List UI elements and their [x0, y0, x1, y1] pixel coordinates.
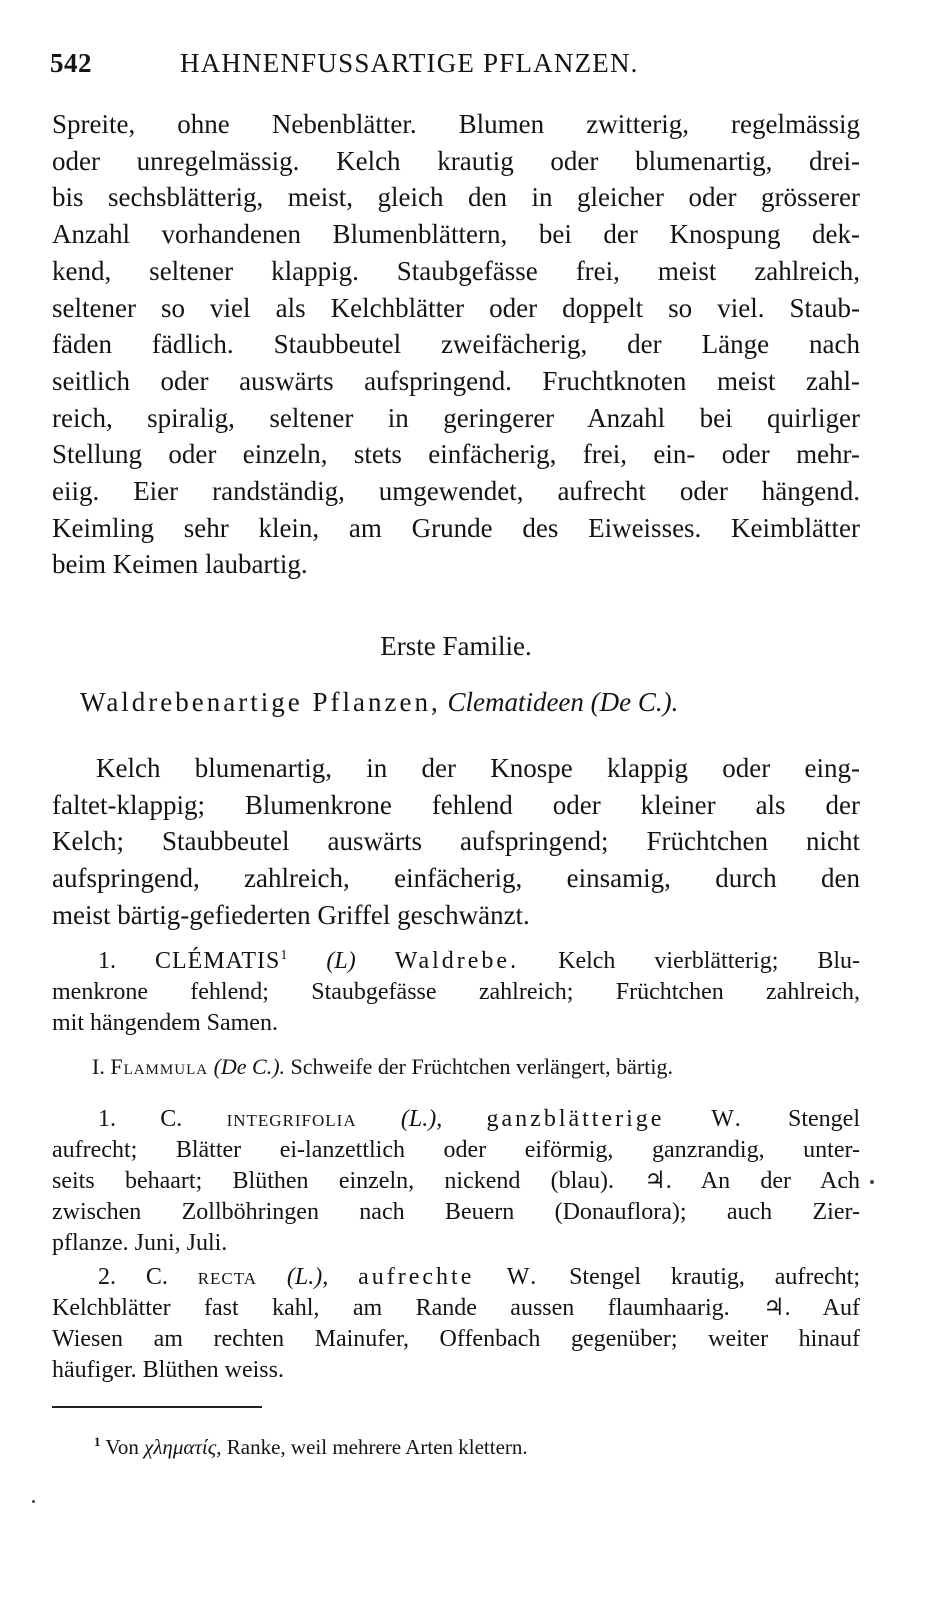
- text-line: Kelch blumenartig, in der Knospe klappig oder eing-: [96, 753, 860, 783]
- section-name: Flammula: [110, 1054, 209, 1079]
- footnote-reference: 1: [280, 948, 288, 963]
- text-line: häufiger. Blüthen weiss.: [52, 1357, 284, 1383]
- section-numeral: I.: [92, 1054, 105, 1079]
- genus-description: Kelch vierblätterig; Blu-: [558, 948, 861, 974]
- text-line: kend, seltener klappig. Staubgefässe frei, meist zahlreich,: [52, 255, 860, 286]
- species-authority: (L.),: [400, 1106, 443, 1132]
- paragraph-order-description: [52, 106, 860, 583]
- species-entry-recta: [52, 1262, 860, 1386]
- species-name: recta: [197, 1264, 258, 1290]
- footnote-greek-word: χληματίς,: [144, 1435, 222, 1459]
- paragraph-family-description: [52, 750, 860, 934]
- text-line: bis sechsblätterig, meist, gleich den in gleicher oder grösserer: [52, 182, 860, 213]
- species-description: Stengel krautig, aufrecht;: [569, 1264, 861, 1290]
- text-line: seltener so viel als Kelchblätter oder doppelt so viel. Staub-: [52, 292, 860, 323]
- species-authority: (L.),: [286, 1264, 329, 1290]
- text-line: Wiesen am rechten Mainufer, Offenbach gegenüber; weiter hinauf: [52, 1326, 860, 1352]
- species-number: 1. C.: [98, 1106, 183, 1132]
- page-header: [50, 48, 880, 88]
- page-number: 542: [50, 48, 92, 78]
- species-entry-integrifolia: [52, 1104, 860, 1259]
- section-description: Schweife der Früchtchen verlängert, bärtig.: [290, 1054, 673, 1079]
- text-line: oder unregelmässig. Kelch krautig oder blumenartig, drei-: [52, 145, 860, 176]
- text-line: faltet-klappig; Blumenkrone fehlend oder kleiner als der: [52, 789, 860, 820]
- genus-name: CLÉMATIS: [155, 948, 281, 974]
- text-line: mit hängendem Samen.: [52, 1010, 278, 1036]
- family-title: [80, 684, 840, 721]
- genus-number: 1.: [98, 948, 116, 974]
- family-name: Waldrebenartige Pflanzen,: [80, 687, 441, 717]
- text-line: aufrecht; Blätter ei-lanzettlich oder eiförmig, ganzrandig, unter-: [52, 1137, 860, 1163]
- species-description: Stengel: [788, 1106, 861, 1132]
- text-line: Keimling sehr klein, am Grunde des Eiweisses. Keimblätter: [52, 512, 860, 543]
- running-title: HAHNENFUSSARTIGE PFLANZEN.: [180, 48, 639, 78]
- genus-entry: [52, 940, 860, 1039]
- footnote-divider: [52, 1406, 262, 1408]
- text-line: fäden fädlich. Staubbeutel zweifächerig, der Länge nach: [52, 329, 860, 360]
- family-number: Erste Familie.: [380, 631, 532, 661]
- genus-authority: (L): [326, 948, 356, 974]
- text-line: menkrone fehlend; Staubgefässe zahlreich; Früchtchen zahlreich,: [52, 979, 860, 1005]
- text-line: meist bärtig-gefiederten Griffel geschwänzt.: [52, 899, 530, 930]
- family-heading: [52, 628, 860, 665]
- species-common-name: aufrechte W.: [358, 1264, 540, 1290]
- text-line: aufspringend, zahlreich, einfächerig, einsamig, durch den: [52, 863, 860, 894]
- text-line: Kelch; Staubbeutel auswärts aufspringend; Früchtchen nicht: [52, 826, 860, 857]
- species-number: 2. C.: [98, 1264, 168, 1290]
- footnote-text-after: Ranke, weil mehrere Arten klettern.: [226, 1435, 528, 1459]
- text-line: Spreite, ohne Nebenblätter. Blumen zwitterig, regelmässig: [52, 109, 860, 139]
- section-authority: (De C.).: [213, 1054, 286, 1079]
- text-line: Anzahl vorhandenen Blumenblättern, bei der Knospung dek-: [52, 219, 860, 250]
- text-line: seitlich oder auswärts aufspringend. Fruchtknoten meist zahl-: [52, 365, 860, 396]
- print-speck: [870, 1180, 874, 1184]
- footnote-text-before: Von: [105, 1435, 139, 1459]
- print-speck: [32, 1500, 35, 1503]
- text-line: eiig. Eier randständig, umgewendet, aufrecht oder hängend.: [52, 476, 860, 507]
- family-latin-name: Clematideen (De C.).: [447, 687, 679, 717]
- genus-common-name: Waldrebe.: [394, 948, 520, 974]
- species-common-name: ganzblätterige W.: [486, 1106, 744, 1132]
- species-name: integrifolia: [226, 1106, 357, 1132]
- footnote: [94, 1434, 528, 1460]
- text-line: reich, spiralig, seltener in geringerer Anzahl bei quirliger: [52, 402, 860, 433]
- text-line: Kelchblätter fast kahl, am Rande aussen flaumhaarig. ♃. Auf: [52, 1295, 860, 1321]
- text-line: seits behaart; Blüthen einzeln, nickend (blau). ♃. An der Ach: [52, 1168, 860, 1194]
- section-entry: [52, 1051, 860, 1082]
- text-line: beim Keimen laubartig.: [52, 549, 308, 580]
- text-line: pflanze. Juni, Juli.: [52, 1230, 228, 1256]
- text-line: zwischen Zollböhringen nach Beuern (Donauflora); auch Zier-: [52, 1199, 860, 1225]
- text-line: Stellung oder einzeln, stets einfächerig, frei, ein- oder mehr-: [52, 439, 860, 470]
- footnote-marker: 1: [94, 1434, 101, 1449]
